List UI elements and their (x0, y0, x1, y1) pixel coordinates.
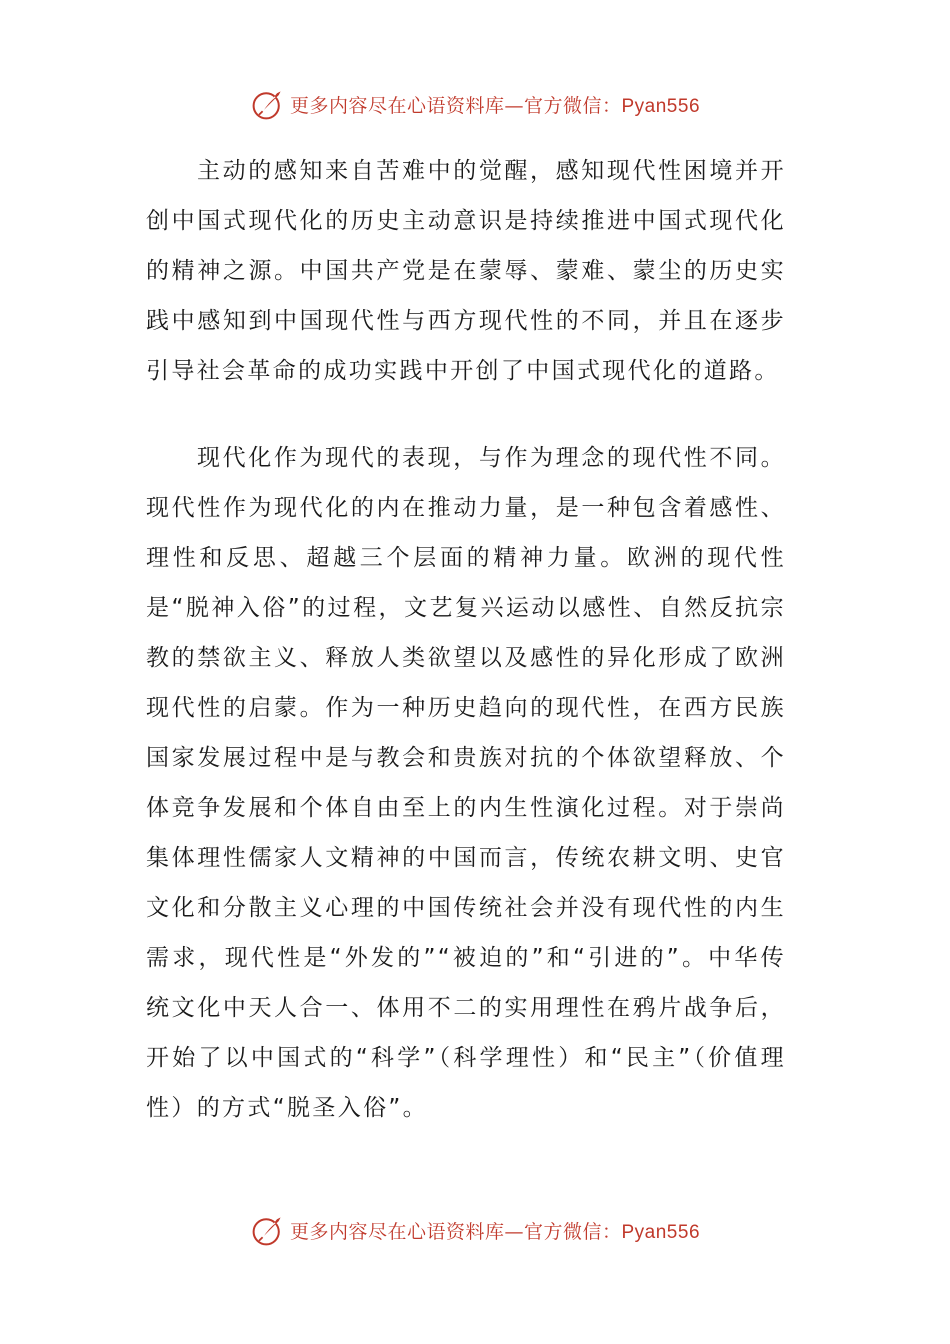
footer-banner-text (290, 1217, 700, 1244)
footer-banner-main: 更多内容尽在心语资料库 (289, 1220, 505, 1243)
header-banner-main: 更多内容尽在心语资料库 (289, 94, 505, 117)
header-banner-text (290, 91, 700, 118)
paragraph-2: 现代化作为现代的表现，与作为理念的现代性不同。现代性作为现代化的内在推动力量，是一种包含着感性、理性和反思、超越三个层面的精神力量。欧洲的现代性是“脱神入俗”的过程，文艺复兴运动以感性、自然反抗宗教的禁欲主义、释放人类欲望以及感性的异化形成了欧洲现代性的启蒙。作为一种历史趋向的现代性，在西方民族国家发展过程中是与教会和贵族对抗的个体欲望释放、个体竞争发展和个体自由至上的内生性演化过程。对于崇尚集体理性儒家人文精神的中国而言，传统农耕文明、史官文化和分散主义心理的中国传统社会并没有现代性的内生需求，现代性是“外发的”“被迫的”和“引进的”。中华传统文化中天人合一、体用不二的实用理性在鸦片战争后，开始了以中国式的“科学”（科学理性）和“民主”（价值理性）的方式“脱圣入俗”。 (146, 445, 786, 1121)
footer-banner-wechat-id: Pyan556 (621, 1221, 701, 1243)
quill-pen-seal-icon (250, 1212, 286, 1248)
header-banner (0, 84, 950, 124)
document-body (146, 146, 786, 1133)
header-banner-dash: — (504, 94, 524, 117)
footer-banner (0, 1210, 950, 1250)
footer-banner-dash: — (504, 1220, 524, 1243)
paragraph-1: 主动的感知来自苦难中的觉醒，感知现代性困境并开创中国式现代化的历史主动意识是持续推进中国式现代化的精神之源。中国共产党是在蒙辱、蒙难、蒙尘的历史实践中感知到中国现代性与西方现代性的不同，并且在逐步引导社会革命的成功实践中开创了中国式现代化的道路。 (146, 158, 786, 384)
footer-banner-wechat-label: 官方微信： (523, 1220, 622, 1243)
header-banner-wechat-label: 官方微信： (523, 94, 622, 117)
quill-pen-seal-icon (250, 86, 286, 122)
header-banner-wechat-id: Pyan556 (621, 95, 701, 117)
